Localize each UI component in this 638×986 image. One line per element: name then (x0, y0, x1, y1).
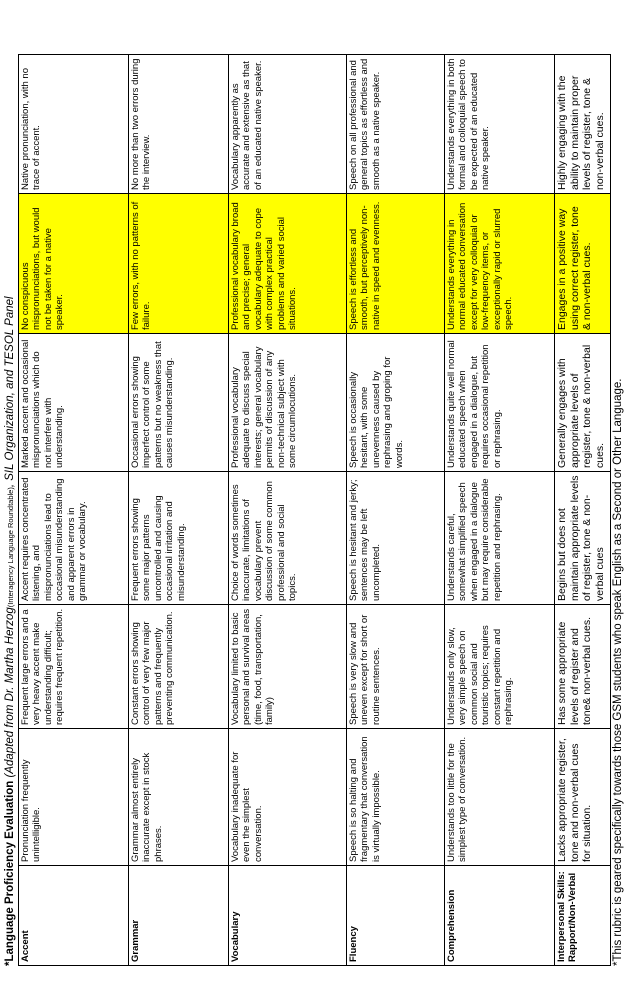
level-cell-1: Speech is so halting and fragmentary that conversation is virtually impossible. (347, 729, 445, 866)
level-cell-6: No more than two errors during the interview. (129, 55, 229, 194)
rubric-row-accent (19, 55, 129, 966)
level-cell-4: Understands quite well normal educated speech when engaged in a dialogue, but requires occasional repetition or rephrasing. (445, 334, 555, 472)
level-cell-1: Grammar almost entirely inaccurate except in stock phrases. (129, 729, 229, 866)
criterion-label: Vocabulary (229, 866, 347, 966)
level-cell-5: No conspicuous mispronunciations, but would not be taken for a native speaker. (19, 194, 129, 334)
level-cell-6: Highly engaging with the ability to maintain proper levels of register, tone & non-verbal cues. (555, 55, 611, 194)
rubric-row-comprehension (445, 55, 555, 966)
level-cell-5: Understands everything in normal educated conversation except for very colloquial or low-frequency items, or exceptionally rapid or slurred speech. (445, 194, 555, 334)
level-cell-4: Marked accent and occasional mispronunciations which do not interfere with understanding. (19, 334, 129, 472)
criterion-label: Accent (19, 866, 129, 966)
level-cell-1: Lacks appropriate register, tone and non-verbal cues for situation. (555, 729, 611, 866)
level-cell-4: Generally engages with appropriate levels of register, tone & non-verbal cues. (555, 334, 611, 472)
criterion-label: Interpersonal Skills: Rapport/Non-Verbal (555, 866, 611, 966)
level-cell-5: Professional vocabulary broad and precise; general vocabulary adequate to cope with complex practical problems and varied social situations. (229, 194, 347, 334)
level-cell-3: Choice of words sometimes inaccurate, limitations of vocabulary prevent discussion of some common professional and social topics. (229, 472, 347, 605)
level-cell-3: Understands careful, somewhat simplified speech when engaged in a dialogue but may require considerable repetition and rephrasing. (445, 472, 555, 605)
level-cell-1: Understands too little for the simplest type of conversation. (445, 729, 555, 866)
criterion-label: Grammar (129, 866, 229, 966)
title-lead: *Language Proficiency Evaluation (4, 780, 16, 966)
criterion-label: Fluency (347, 866, 445, 966)
level-cell-3: Frequent errors showing some major patterns uncontrolled and causing occasional irritation and misunderstanding. (129, 472, 229, 605)
rubric-row-fluency (347, 55, 445, 966)
level-cell-3: Accent requires concentrated listening, and mispronunciations lead to occasional misunderstanding and apparent errors in grammar or vocabulary. (19, 472, 129, 605)
level-cell-5: Few errors, with no patterns of failure. (129, 194, 229, 334)
title-source-rest: , SIL Organization, and TESOL Panel (4, 296, 16, 488)
level-cell-2: Constant errors showing control of very few major patterns and frequently preventing communication. (129, 605, 229, 729)
level-cell-2: Understands only slow, very simple speech on common social and touristic topics; requires constant repetition and rephrasing. (445, 605, 555, 729)
level-cell-6: Vocabulary apparently as accurate and extensive as that of an educated native speaker. (229, 55, 347, 194)
level-cell-1: Vocabulary inadequate for even the simplest conversation. (229, 729, 347, 866)
rubric-row-grammar (129, 55, 229, 966)
level-cell-6: Native pronunciation, with no trace of accent. (19, 55, 129, 194)
level-cell-4: Speech is occasionally hesitant, with some unevenness caused by rephrasing and groping for words. (347, 334, 445, 472)
level-cell-4: Occasional errors showing imperfect control of some patterns but no weakness that causes misunderstanding. (129, 334, 229, 472)
level-cell-5: Speech is effortless and smooth, but perceptively non-native in speed and evenness. (347, 194, 445, 334)
level-cell-2: Speech is very slow and uneven except for short or routine sentences. (347, 605, 445, 729)
criterion-label: Comprehension (445, 866, 555, 966)
level-cell-4: Professional vocabulary adequate to discuss special interests; general vocabulary permits of discussion of any non-technical subject with some circumlocutions. (229, 334, 347, 472)
level-cell-3: Begins but does not maintain appropriate levels of register, tone & non-verbal cues (555, 472, 611, 605)
level-cell-6: Understands everything in both formal and colloquial speech to be expected of an educated native speaker. (445, 55, 555, 194)
footer-note: *This rubric is geared specifically towards those GSM students who speak English as a Second or Other Language. (612, 378, 624, 966)
level-cell-1: Pronunciation frequently unintelligible. (19, 729, 129, 866)
level-cell-3: Speech is hesitant and jerky; sentences may be left uncompleted. (347, 472, 445, 605)
page-title (3, 6, 18, 966)
level-cell-6: Speech on all professional and general topics as effortless and smooth as a native speaker. (347, 55, 445, 194)
rubric-table (18, 54, 611, 966)
rubric-row-vocabulary (229, 55, 347, 966)
rubric-row-interpersonal (555, 55, 611, 966)
title-source: (Adapted from Dr. Martha Herzog (4, 607, 16, 778)
level-cell-2: Has some appropriate levels of register and tone& non-verbal cues. (555, 605, 611, 729)
level-cell-2: Vocabulary limited to basic personal and survival areas (time, food, transportation, family) (229, 605, 347, 729)
level-cell-5: Engages in a positive way using correct register, tone & non-verbal cues. (555, 194, 611, 334)
level-cell-2: Frequent large errors and a very heavy accent make understanding difficult; requires frequent repetition. (19, 605, 129, 729)
title-source-small: (Interagency Language Roundtable) (6, 487, 15, 608)
